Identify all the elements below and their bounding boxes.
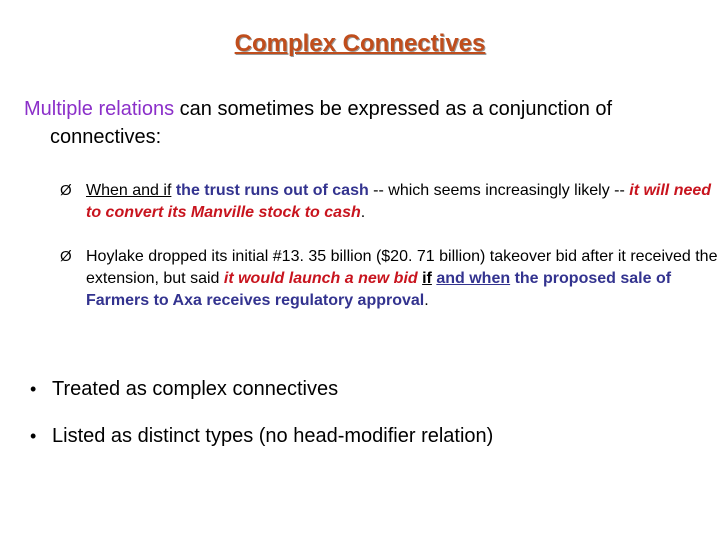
intro-lead: Multiple relations	[24, 98, 175, 120]
connective-when-and-if: When and if	[86, 182, 172, 199]
connective-and-when: and when	[436, 270, 511, 287]
connective-if: if	[422, 270, 432, 287]
example-2-prefix: Hoylake dropped its initial #13. 35 billion ($20. 71 billion) takeover bid after it received the extension, but said	[86, 248, 718, 287]
example-1-end: .	[360, 204, 366, 221]
arg1-text: the proposed sale of Farmers to Axa receives regulatory approval	[86, 270, 672, 309]
bullet-dot-icon: •	[30, 426, 37, 446]
example-1	[60, 180, 720, 224]
bullet-dot-icon: •	[30, 379, 37, 399]
bullet-1	[30, 376, 338, 402]
bullet-2-text: Listed as distinct types (no head-modifier relation)	[52, 425, 494, 447]
intro-rest: can sometimes be expressed as a conjunction of connectives:	[50, 98, 613, 148]
arrow-bullet-icon: Ø	[60, 182, 72, 199]
bullet-2	[30, 423, 493, 449]
example-2-end: .	[424, 292, 429, 309]
arg2-text: it will need to convert its Manville stock to cash	[86, 182, 712, 221]
arg1-text: the trust runs out of cash	[171, 182, 369, 199]
slide-title: Complex Connectives	[234, 30, 486, 57]
example-2	[60, 246, 720, 312]
arrow-bullet-icon: Ø	[60, 248, 72, 265]
intro-paragraph	[24, 95, 710, 151]
example-1-middle: -- which seems increasingly likely --	[368, 182, 630, 199]
arg2-text: it would launch a new bid	[223, 270, 418, 287]
bullet-1-text: Treated as complex connectives	[52, 378, 339, 400]
